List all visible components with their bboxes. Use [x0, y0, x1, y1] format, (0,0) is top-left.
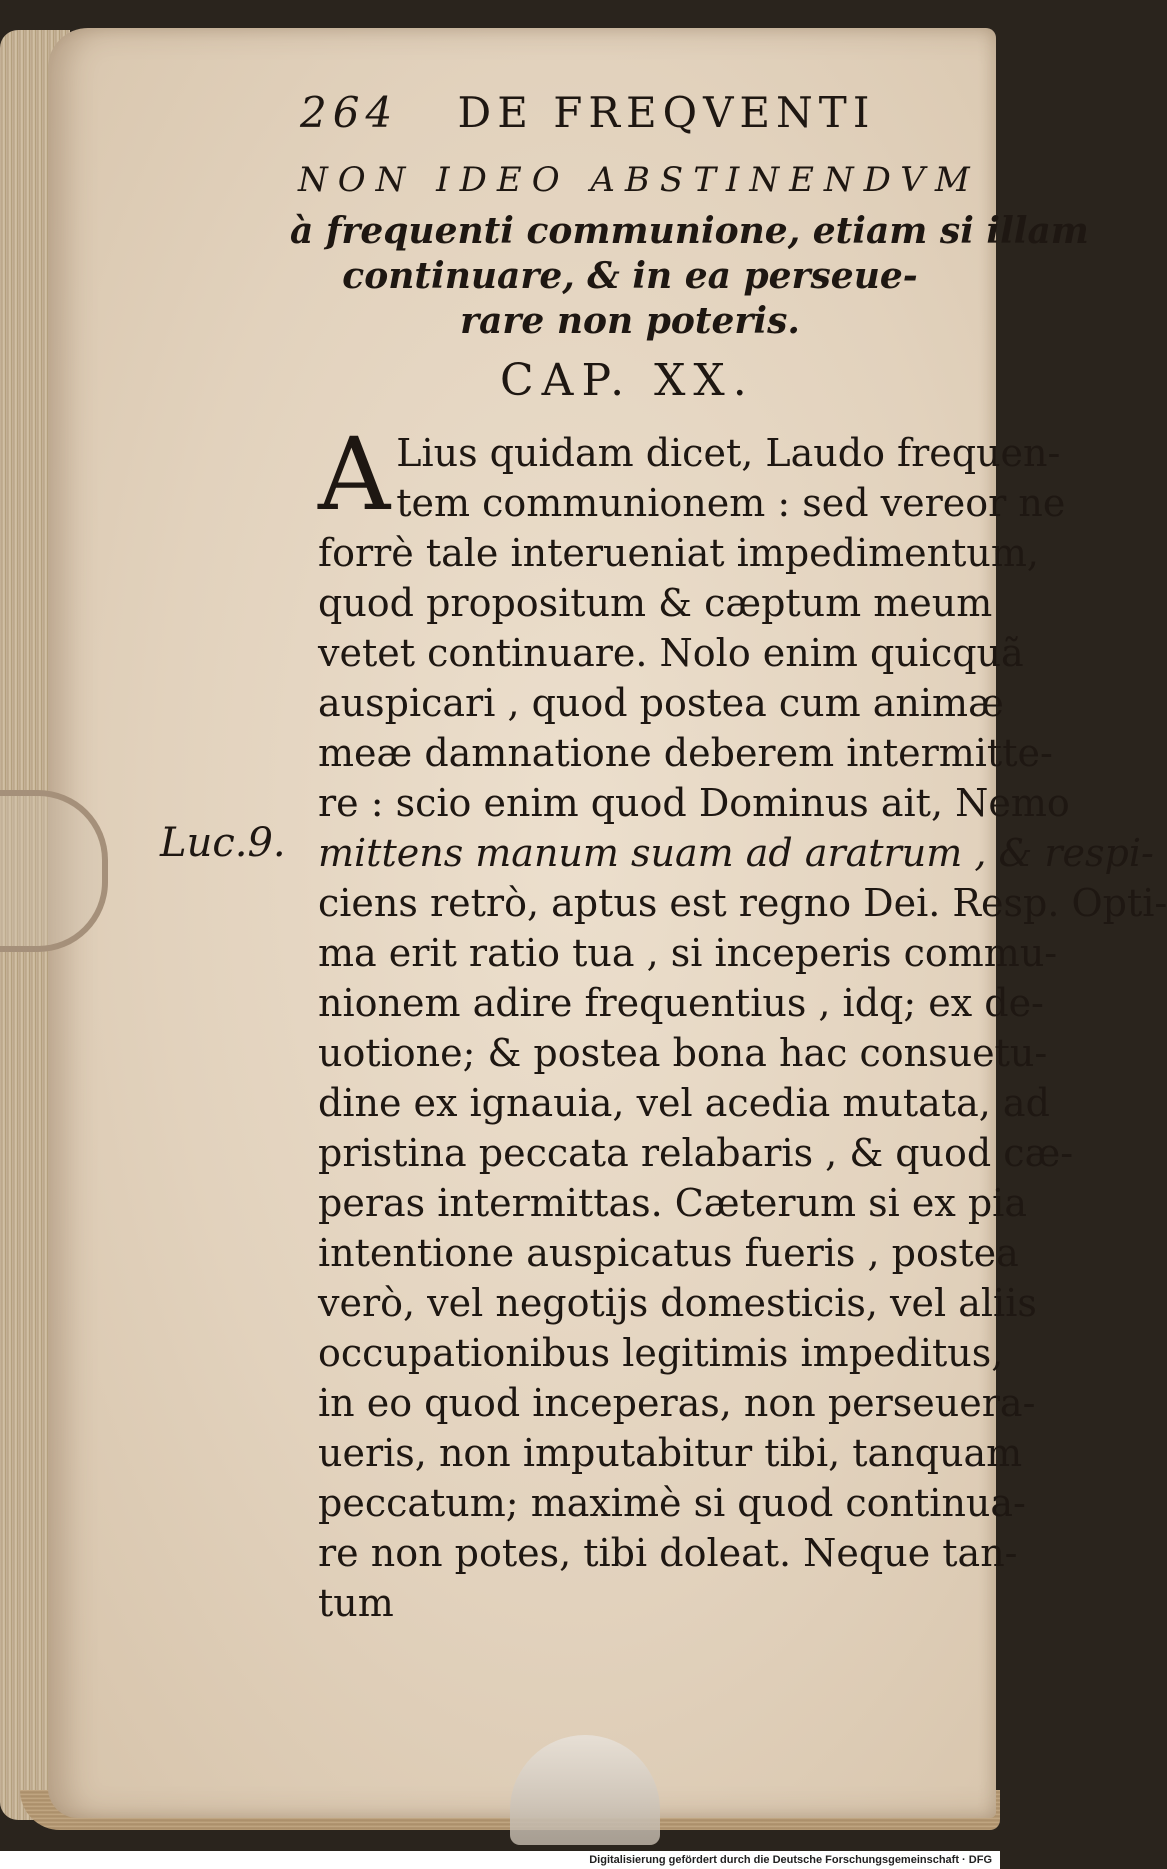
body-line: re non potes, tibi doleat. Neque tan-	[318, 1531, 1018, 1575]
body-line: meæ damnatione deberem intermitte-	[318, 731, 1053, 775]
body-line: dine ex ignauia, vel acedia mutata, ad	[318, 1081, 1050, 1125]
body-line: tem communionem : sed vereor ne	[396, 481, 1066, 525]
body-line: Lius quidam dicet, Laudo frequen-	[396, 431, 1061, 475]
body-line: intentione auspicatus fueris , postea	[318, 1231, 1019, 1275]
body-line: forrè tale interueniat impedimentum,	[318, 531, 1039, 575]
body-line: pristina peccata relabaris , & quod cæ-	[318, 1131, 1074, 1175]
chapter-heading: CAP. XX.	[500, 355, 755, 406]
body-line: ma erit ratio tua , si inceperis commu-	[318, 931, 1058, 975]
body-line: ciens retrò, aptus est regno Dei. Resp. Opti-	[318, 881, 1167, 925]
chapter-title-caps: NON IDEO ABSTINENDVM	[298, 160, 980, 200]
chapter-title-line-3: rare non poteris.	[460, 300, 800, 342]
body-line: quod propositum & cæptum meum	[318, 581, 993, 625]
margin-note: Luc.9.	[160, 820, 286, 866]
body-line: verò, vel negotijs domesticis, vel aliis	[318, 1281, 1037, 1325]
page-number: 264	[300, 88, 399, 137]
running-head-title: DE FREQVENTI	[457, 88, 876, 137]
chapter-title-line-1: à frequenti communione, etiam si illam	[290, 210, 1089, 252]
body-text	[318, 416, 1167, 1628]
drop-cap: A	[318, 416, 391, 533]
body-line: uotione; & postea bona hac consuetu-	[318, 1031, 1048, 1075]
body-line: in eo quod inceperas, non perseuera-	[318, 1381, 1036, 1425]
body-line: peccatum; maximè si quod continua-	[318, 1481, 1026, 1525]
body-line: occupationibus legitimis impeditus,	[318, 1331, 1004, 1375]
running-head	[300, 88, 950, 137]
body-line: auspicari , quod postea cum animæ	[318, 681, 1004, 725]
body-line: nionem adire frequentius , idq; ex de-	[318, 981, 1044, 1025]
body-line: peras intermittas. Cæterum si ex pia	[318, 1181, 1027, 1225]
body-line: ueris, non imputabitur tibi, tanquam	[318, 1431, 1023, 1475]
body-line: vetet continuare. Nolo enim quicquã	[318, 631, 1024, 675]
body-line: mittens manum suam ad aratrum , & respi-	[318, 831, 1154, 875]
digitization-footer: Digitalisierung gefördert durch die Deutsche Forschungsgemeinschaft · DFG	[0, 1851, 1000, 1869]
chapter-title-line-2: continuare, & in ea perseue-	[342, 255, 918, 297]
catchword: tum	[318, 1581, 394, 1625]
body-line: re : scio enim quod Dominus ait, Nemo	[318, 781, 1070, 825]
